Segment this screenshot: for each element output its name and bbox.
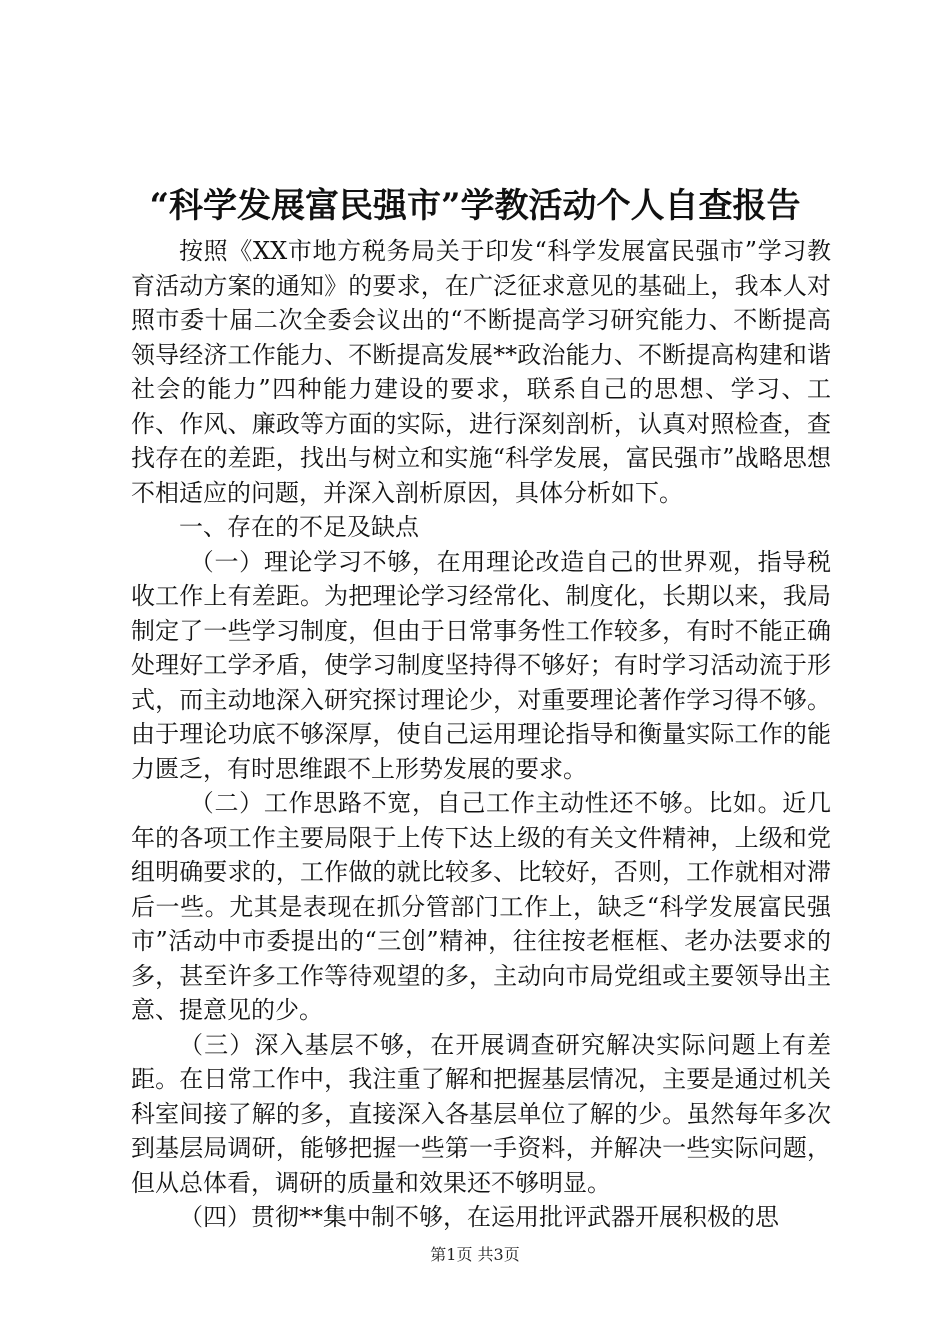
item-1-paragraph: （一）理论学习不够，在用理论改造自己的世界观，指导税收工作上有差距。为把理论学习经常化、制度化，长期以来，我局制定了一些学习制度，但由于日常事务性工作较多，有时不能正确处理好工学矛盾，使学习制度坚持得不够好；有时学习活动流于形式，而主动地深入研究探讨理论少，对重要理论著作学习得不够。由于理论功底不够深厚，使自己运用理论指导和衡量实际工作的能力匮乏，有时思维跟不上形势发展的要求。 xyxy=(131,547,831,783)
section-heading: 一、存在的不足及缺点 xyxy=(179,513,419,541)
intro-paragraph: 按照《XX市地方税务局关于印发“科学发展富民强市”学习教育活动方案的通知》的要求，在广泛征求意见的基础上，我本人对照市委十届二次全委会议出的“不断提高学习研究能力、不断提高领导经济工作能力、不断提高发展**政治能力、不断提高构建和谐社会的能力”四种能力建设的要求，联系自己的思想、学习、工作、作风、廉政等方面的实际，进行深刻剖析，认真对照检查，查找存在的差距，找出与树立和实施“科学发展，富民强市”战略思想不相适应的问题，并深入剖析原因，具体分析如下。 xyxy=(131,237,831,507)
item-3-paragraph: （三）深入基层不够，在开展调查研究解决实际问题上有差距。在日常工作中，我注重了解和把握基层情况，主要是通过机关科室间接了解的多，直接深入各基层单位了解的少。虽然每年多次到基层局调研，能够把握一些第一手资料，并解决一些实际问题，但从总体看，调研的质量和效果还不够明显。 xyxy=(131,1030,831,1197)
item-2-paragraph: （二）工作思路不宽，自己工作主动性还不够。比如。近几年的各项工作主要局限于上传下达上级的有关文件精神，上级和党组明确要求的，工作做的就比较多、比较好，否则，工作就相对滞后一些。尤其是表现在抓分管部门工作上，缺乏“科学发展富民强市”活动中市委提出的“三创”精神，往往按老框框、老办法要求的多，甚至许多工作等待观望的多，主动向市局党组或主要领导出主意、提意见的少。 xyxy=(131,789,831,1024)
page-footer: 第1页 共3页 xyxy=(430,1245,520,1264)
document-body xyxy=(131,234,831,1235)
document-title: “科学发展富民强市”学教活动个人自查报告 xyxy=(149,186,801,226)
item-4-paragraph: （四）贯彻**集中制不够，在运用批评武器开展积极的思 xyxy=(179,1203,779,1231)
